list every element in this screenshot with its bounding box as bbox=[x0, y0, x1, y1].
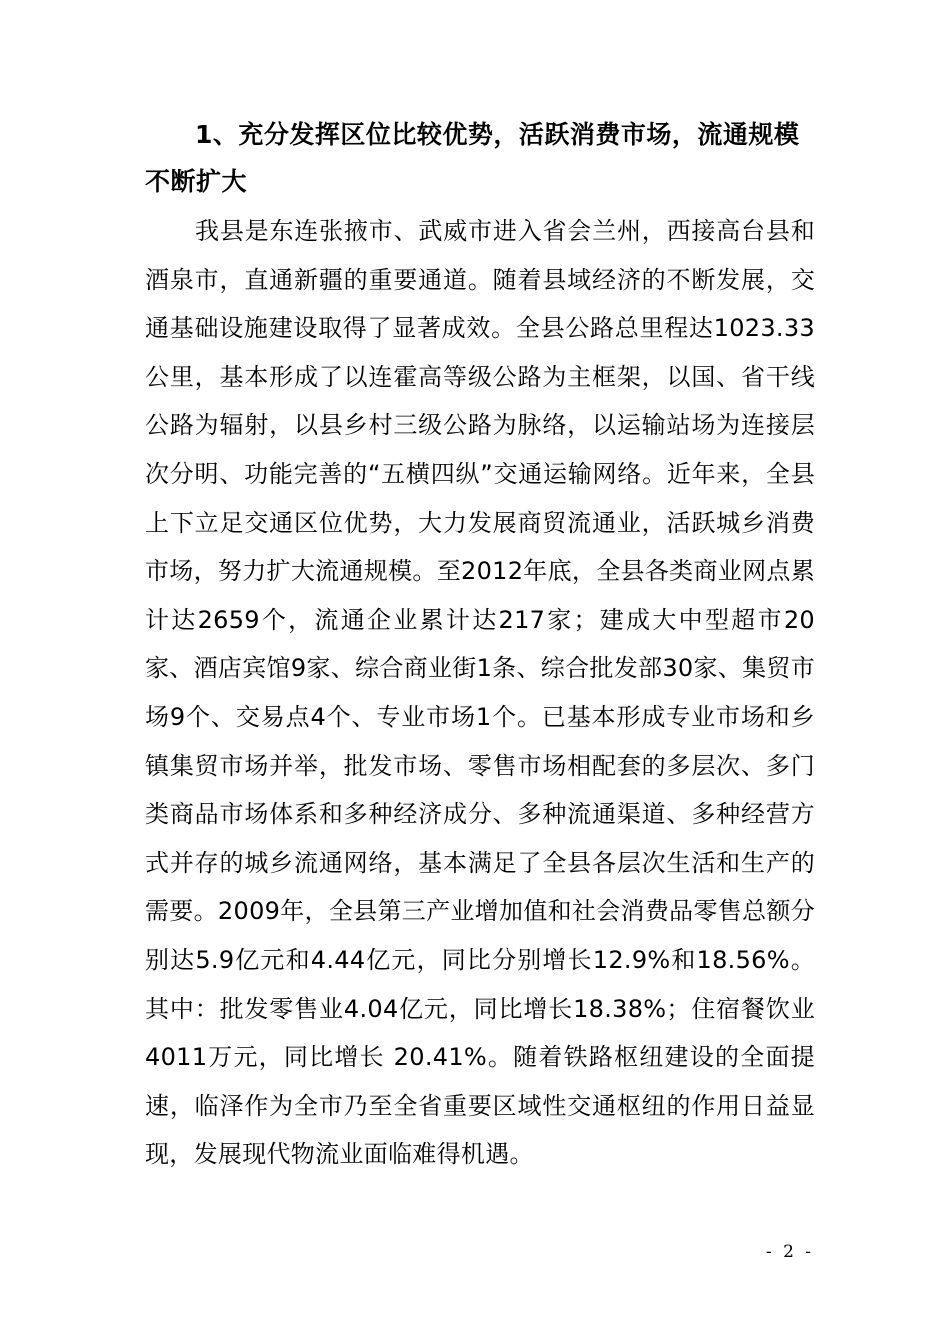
page-number: - 2 - bbox=[765, 1242, 815, 1262]
body-paragraph: 我县是东连张掖市、武威市进入省会兰州，西接高台县和酒泉市，直通新疆的重要通道。随着县域经济的不断发展，交通基础设施建设取得了显著成效。全县公路总里程达1023.33公里，基本形成了以连霍高等级公路为主框架，以国、省干线公路为辐射，以县乡村三级公路为脉络，以运输站场为连接层次分明、功能完善的“五横四纵”交通运输网络。近年来，全县上下立足交通区位优势，大力发展商贸流通业，活跃城乡消费市场，努力扩大流通规模。至2012年底，全县各类商业网点累计达2659个，流通企业累计达217家；建成大中型超市20家、酒店宾馆9家、综合商业街1条、综合批发部30家、集贸市场9个、交易点4个、专业市场1个。已基本形成专业市场和乡镇集贸市场并举，批发市场、零售市场相配套的多层次、多门类商品市场体系和多种经济成分、多种流通渠道、多种经营方式并存的城乡流通网络，基本满足了全县各层次生活和生产的需要。2009年，全县第三产业增加值和社会消费品零售总额分别达5.9亿元和4.44亿元，同比分别增长12.9%和18.56%。其中：批发零售业4.04亿元，同比增长18.38%；住宿餐饮业4011万元，同比增长 20.41%。随着铁路枢纽建设的全面提速，临泽作为全市乃至全省重要区域性交通枢纽的作用日益显现，发展现代物流业面临难得机遇。 bbox=[145, 217, 815, 1169]
section-heading: 1、充分发挥区位比较优势，活跃消费市场，流通规模不断扩大 bbox=[145, 120, 800, 196]
